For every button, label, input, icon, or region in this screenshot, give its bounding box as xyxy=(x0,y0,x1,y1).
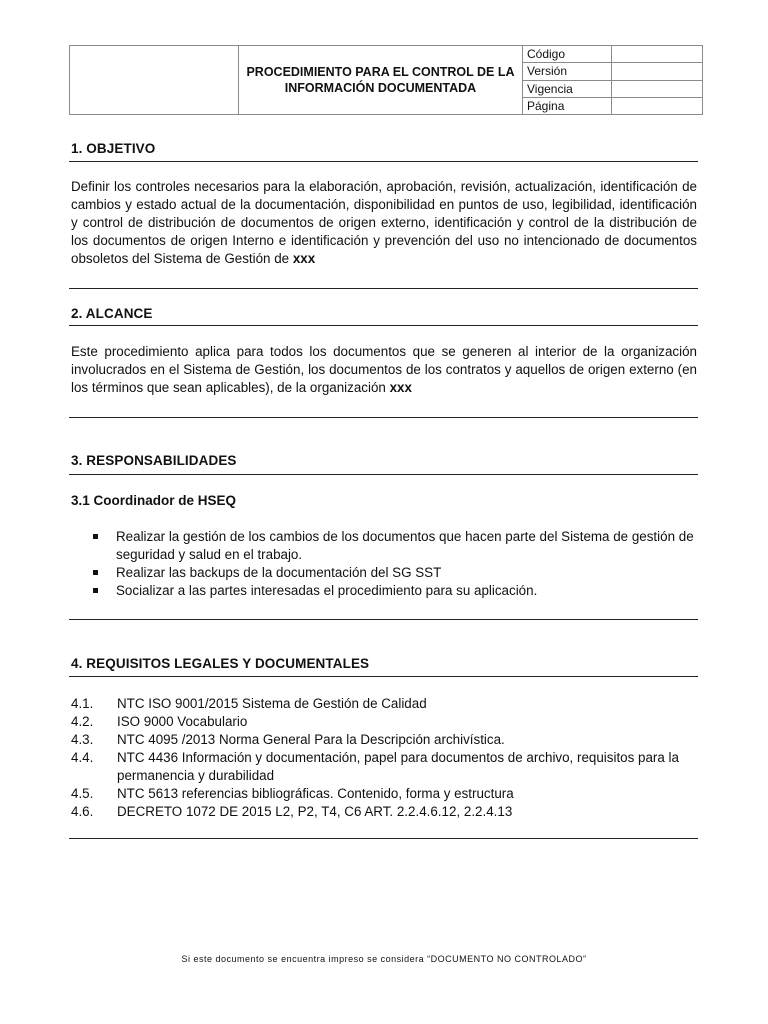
list-item-text: ISO 9000 Vocabulario xyxy=(117,714,248,729)
meta-label-codigo: Código xyxy=(523,46,612,63)
section-divider xyxy=(69,676,698,677)
alcance-org-name: xxx xyxy=(389,380,412,395)
section-divider xyxy=(69,417,698,418)
list-item-number: 4.2. xyxy=(71,714,94,729)
bullet-square-icon xyxy=(93,534,98,539)
bullet-square-icon xyxy=(93,588,98,593)
meta-label-pagina: Página xyxy=(523,97,612,114)
meta-value-codigo xyxy=(612,46,703,63)
footer-notice: Si este documento se encuentra impreso se considera “DOCUMENTO NO CONTROLADO” xyxy=(181,954,587,964)
section-divider xyxy=(69,325,698,326)
document-title xyxy=(239,46,523,115)
list-item xyxy=(88,564,698,582)
meta-value-pagina xyxy=(612,97,703,114)
list-item-number: 4.5. xyxy=(71,786,94,801)
section-text-objetivo xyxy=(71,178,697,268)
list-item xyxy=(71,713,697,731)
objetivo-text: Definir los controles necesarios para la elaboración, aprobación, revisión, actualización, identificación de cambios y estado actual de la documentación, disponibilidad en puntos de uso, legibilidad, identificación y control de distribución de documentos de origen externo, identificación y control de la distribución de los documentos de origen Interno e identificación y prevención del uso no intencionado de documentos obsoletos del Sistema de Gestión de xyxy=(71,179,697,266)
section-divider xyxy=(69,838,698,839)
section-title-requisitos: 4. REQUISITOS LEGALES Y DOCUMENTALES xyxy=(71,656,370,671)
list-item-number: 4.1. xyxy=(71,696,94,711)
list-item xyxy=(71,785,697,803)
list-item-text: NTC 4095 /2013 Norma General Para la Descripción archivística. xyxy=(117,732,505,747)
section-title-alcance: 2. ALCANCE xyxy=(71,306,153,321)
document-title-line2: INFORMACIÓN DOCUMENTADA xyxy=(284,81,477,95)
meta-label-version: Versión xyxy=(523,63,612,80)
list-item xyxy=(88,582,698,600)
list-item-text: DECRETO 1072 DE 2015 L2, P2, T4, C6 ART. 2.2.4.6.12, 2.2.4.13 xyxy=(117,804,513,819)
document-title-line1: PROCEDIMIENTO PARA EL CONTROL DE LA xyxy=(246,65,515,79)
meta-value-version xyxy=(612,63,703,80)
list-item-text: Realizar las backups de la documentación del SG SST xyxy=(116,565,442,580)
section-title-objetivo: 1. OBJETIVO xyxy=(71,141,156,156)
section-text-alcance xyxy=(71,343,697,397)
meta-value-vigencia xyxy=(612,80,703,97)
section-divider xyxy=(69,619,698,620)
list-item xyxy=(88,528,698,564)
responsabilidades-list xyxy=(88,528,698,600)
section-divider xyxy=(69,474,698,475)
list-item-text: NTC ISO 9001/2015 Sistema de Gestión de Calidad xyxy=(117,696,427,711)
document-header xyxy=(69,45,703,115)
alcance-text: Este procedimiento aplica para todos los documentos que se generen al interior de la organización involucrados en el Sistema de Gestión, los documentos de los contratos y aquellos de origen externo (en los términos que sean aplicables), de la organización xyxy=(71,344,697,395)
list-item xyxy=(71,695,697,713)
section-title-responsabilidades: 3. RESPONSABILIDADES xyxy=(71,453,237,468)
list-item-number: 4.3. xyxy=(71,732,94,747)
list-item-number: 4.6. xyxy=(71,804,94,819)
meta-label-vigencia: Vigencia xyxy=(523,80,612,97)
section-divider xyxy=(69,161,698,162)
logo-placeholder xyxy=(70,46,239,115)
list-item-text: NTC 4436 Información y documentación, papel para documentos de archivo, requisitos para la permanencia y durabilidad xyxy=(117,750,679,783)
list-item xyxy=(71,749,697,785)
objetivo-org-name: xxx xyxy=(292,251,316,266)
subsection-title-coordinador: 3.1 Coordinador de HSEQ xyxy=(71,493,237,508)
list-item xyxy=(71,803,697,821)
bullet-square-icon xyxy=(93,570,98,575)
list-item-number: 4.4. xyxy=(71,750,94,765)
list-item-text: Socializar a las partes interesadas el procedimiento para su aplicación. xyxy=(116,583,538,598)
requisitos-list xyxy=(71,695,697,821)
list-item-text: NTC 5613 referencias bibliográficas. Contenido, forma y estructura xyxy=(117,786,514,801)
list-item-text: Realizar la gestión de los cambios de los documentos que hacen parte del Sistema de gestión de seguridad y salud en el trabajo. xyxy=(116,529,694,562)
section-divider xyxy=(69,288,698,289)
list-item xyxy=(71,731,697,749)
